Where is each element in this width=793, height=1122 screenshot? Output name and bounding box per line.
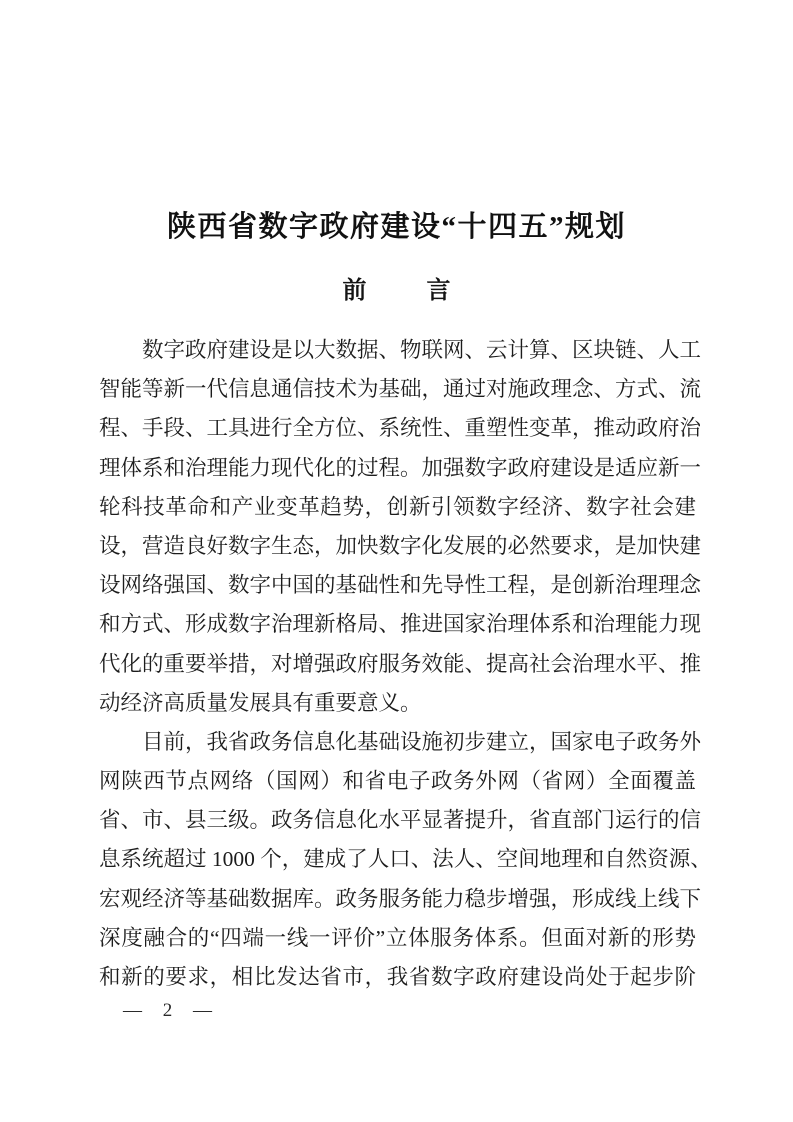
text-line: 动经济高质量发展具有重要意义。 <box>99 690 422 715</box>
text-line: 深度融合的“四端一线一评价”立体服务体系。但面对新的形势 <box>99 925 696 950</box>
text-line: 智能等新一代信息通信技术为基础，通过对施政理念、方式、流 <box>99 377 702 402</box>
text-line: 息系统超过 1000 个，建成了人口、法人、空间地理和自然资源、 <box>99 847 712 872</box>
text-line: 和新的要求，相比发达省市，我省数字政府建设尚处于起步阶 <box>99 965 696 989</box>
text-line: 代化的重要举措，对增强政府服务效能、提高社会治理水平、推 <box>99 651 702 676</box>
text-line: 和方式、形成数字治理新格局、推进国家治理体系和治理能力现 <box>99 612 702 637</box>
text-line: 理体系和治理能力现代化的过程。加强数字政府建设是适应新一 <box>99 455 702 480</box>
text-line: 设，营造良好数字生态，加快数字化发展的必然要求，是加快建 <box>99 533 702 558</box>
text-line: 省、市、县三级。政务信息化水平显著提升，省直部门运行的信 <box>99 808 702 833</box>
text-line: 目前，我省政务信息化基础设施初步建立，国家电子政务外 <box>142 729 702 754</box>
document-title: 陕西省数字政府建设“十四五”规划 <box>166 211 626 243</box>
section-heading-char-right: 言 <box>426 278 451 304</box>
section-heading-char-left: 前 <box>342 278 367 304</box>
text-line: 网陕西节点网络（国网）和省电子政务外网（省网）全面覆盖 <box>99 769 696 794</box>
section-heading <box>0 270 793 305</box>
text-line: 程、手段、工具进行全方位、系统性、重塑性变革，推动政府治 <box>99 416 702 441</box>
body-text <box>99 331 712 997</box>
text-line: 宏观经济等基础数据库。政务服务能力稳步增强，形成线上线下 <box>99 886 702 911</box>
page-number: — 2 — <box>123 1000 216 1021</box>
text-line: 数字政府建设是以大数据、物联网、云计算、区块链、人工 <box>142 338 702 362</box>
text-line: 轮科技革命和产业变革趋势，创新引领数字经济、数字社会建 <box>99 494 696 519</box>
text-line: 设网络强国、数字中国的基础性和先导性工程，是创新治理理念 <box>99 573 702 598</box>
